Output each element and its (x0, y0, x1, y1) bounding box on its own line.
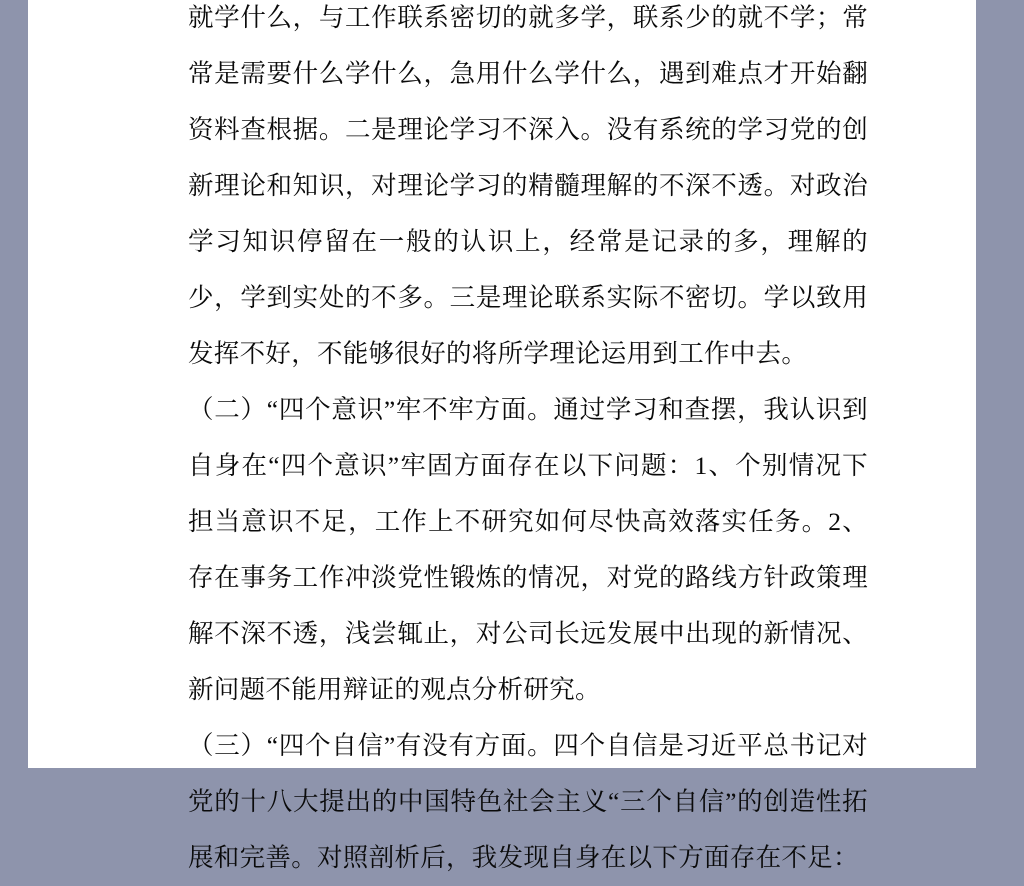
paragraph-3: （三）“四个自信”有没有方面。四个自信是习近平总书记对党的十八大提出的中国特色社会主义“三个自信”的创造性拓展和完善。对照剖析后，我发现自身在以下方面存在不足： (188, 731, 868, 872)
left-gutter (0, 0, 28, 768)
paragraph-1: 就学什么，与工作联系密切的就多学，联系少的就不学；常常是需要什么学什么，急用什么学什么，遇到难点才开始翻资料查根据。二是理论学习不深入。没有系统的学习党的创新理论和知识，对理论学习的精髓理解的不深不透。对政治学习知识停留在一般的认识上，经常是记录的多，理解的少，学到实处的不多。三是理论联系实际不密切。学以致用发挥不好，不能够很好的将所学理论运用到工作中去。 (188, 3, 868, 368)
paragraph-2: （二）“四个意识”牢不牢方面。通过学习和查摆，我认识到自身在“四个意识”牢固方面存在以下问题：1、个别情况下担当意识不足，工作上不研究如何尽快高效落实任务。2、存在事务工作冲淡党性锻炼的情况，对党的路线方针政策理解不深不透，浅尝辄止，对公司长远发展中出现的新情况、新问题不能用辩证的观点分析研究。 (188, 395, 868, 704)
right-gutter (976, 0, 1024, 768)
document-text-body (188, 0, 868, 886)
document-page (28, 0, 976, 872)
